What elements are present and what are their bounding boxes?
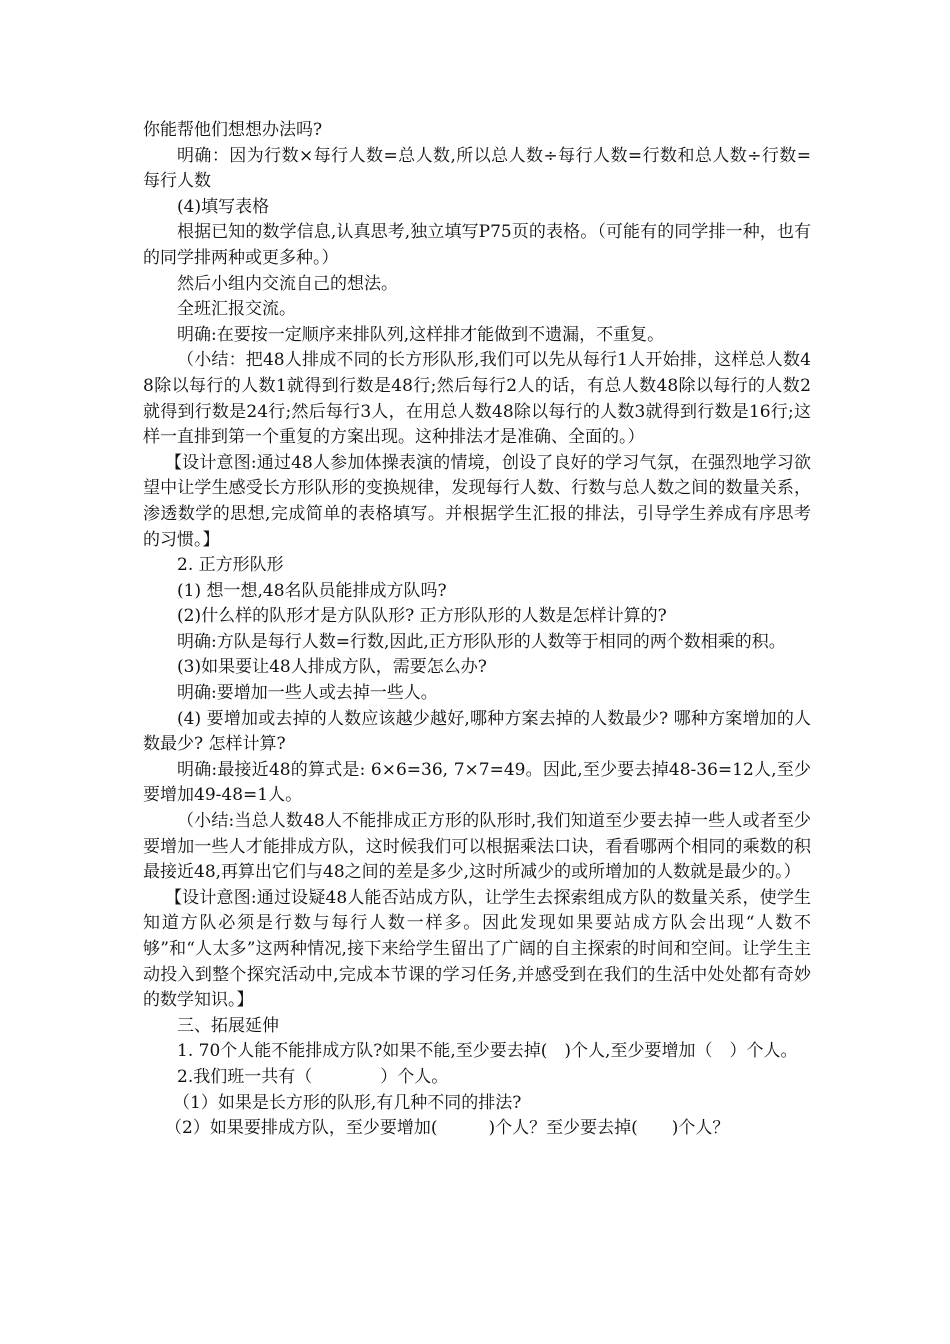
paragraph-design-intent-2: 【设计意图:通过设疑48人能否站成方队，让学生去探索组成方队的数量关系，使学生知道方队必须是行数与每行人数一样多。因此发现如果要站成方队会出现“人数不够”和“人太多”这两种情况,接下来给学生留出了广阔的自主探索的时间和空间。让学生主动投入到整个探究活动中,完成本节课的学习任务,并感受到在我们的生活中处处都有奇妙的数学知识。】 — [143, 887, 811, 1011]
paragraph-clarify-closest: 明确:最接近48的算式是: 6×6=36, 7×7=49。因此,至少要去掉48-36=12人,至少要增加49-48=1人。 — [143, 759, 811, 806]
paragraph-help-question: 你能帮他们想想办法吗? — [143, 120, 323, 140]
paragraph-exercise-2-part-2: （2）如果要排成方队，至少要增加( )个人？至少要去掉( )个人？ — [165, 1118, 730, 1139]
paragraph-clarify-square: 明确:方队是每行人数=行数,因此,正方形队形的人数等于相同的两个数相乘的积。 — [177, 631, 786, 652]
paragraph-exercise-2-part-1: （1）如果是长方形的队形,有几种不同的排法? — [173, 1092, 522, 1113]
paragraph-group-discussion: 然后小组内交流自己的想法。 — [177, 273, 398, 294]
paragraph-question-2: (2)什么样的队形才是方队队形? 正方形队形的人数是怎样计算的? — [177, 606, 667, 627]
section-heading-extension: 三、拓展延伸 — [177, 1015, 279, 1036]
paragraph-question-3: (3)如果要让48人排成方队，需要怎么办? — [177, 657, 487, 678]
paragraph-fill-table-instruction: 根据已知的数学信息,认真思考,独立填写P75页的表格。（可能有的同学排一种，也有的同学排两种或更多种。） — [143, 222, 811, 268]
paragraph-exercise-2: 2.我们班一共有（ ）个人。 — [177, 1066, 449, 1087]
section-heading-square-formation: 2. 正方形队形 — [177, 555, 284, 576]
paragraph-class-report: 全班汇报交流。 — [177, 299, 296, 320]
paragraph-question-1: (1) 想一想,48名队员能排成方队吗? — [177, 580, 447, 601]
paragraph-summary-rectangle: （小结：把48人排成不同的长方形队形,我们可以先从每行1人开始排，这样总人数48除以每行的人数1就得到行数是48行;然后每行2人的话，有总人数48除以每行的人数2就得到行数是24行;然后每行3人，在用总人数48除以每行的人数3就得到行数是16行;这样一直排到第一个重复的方案出现。这种排法才是准确、全面的。） — [143, 350, 811, 448]
paragraph-exercise-1: 1. 70个人能不能排成方队?如果不能,至少要去掉( )个人,至少要增加（ ）个人。 — [177, 1041, 798, 1062]
document-page — [143, 118, 811, 1142]
paragraph-clarify-add-remove: 明确:要增加一些人或去掉一些人。 — [177, 683, 438, 704]
paragraph-design-intent-1: 【设计意图:通过48人参加体操表演的情境，创设了良好的学习气氛，在强烈地学习欲望中让学生感受长方形队形的变换规律，发现每行人数、行数与总人数之间的数量关系，渗透数学的思想,完成简单的表格填写。并根据学生汇报的排法，引导学生养成有序思考的习惯。】 — [143, 452, 811, 550]
paragraph-summary-square: （小结:当总人数48人不能排成正方形的队形时,我们知道至少要去掉一些人或者至少要增加一些人才能排成方队，这时候我们可以根据乘法口诀，看看哪两个相同的乘数的积最接近48,再算出它们与48之间的差是多少,这时所减少的或所增加的人数就是最少的。） — [143, 811, 811, 883]
paragraph-question-4: (4) 要增加或去掉的人数应该越少越好,哪种方案去掉的人数最少? 哪种方案增加的人数最少? 怎样计算? — [143, 708, 811, 755]
paragraph-clarify-formula: 明确：因为行数×每行人数=总人数,所以总人数÷每行人数=行数和总人数÷行数=每行人数 — [143, 145, 811, 192]
paragraph-clarify-order: 明确:在要按一定顺序来排队列,这样排才能做到不遗漏，不重复。 — [177, 324, 665, 345]
paragraph-fill-table-heading: (4)填写表格 — [177, 196, 270, 217]
